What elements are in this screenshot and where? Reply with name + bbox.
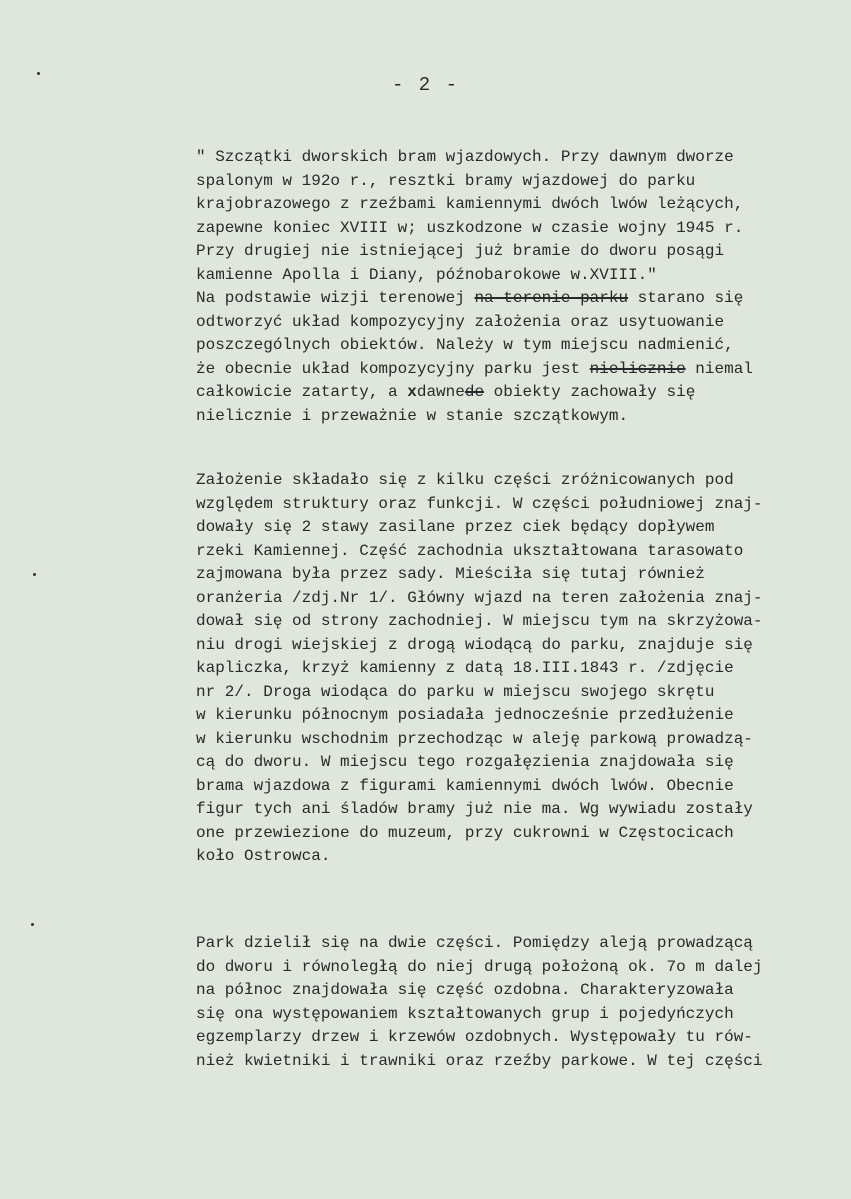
text-line xyxy=(196,1026,836,1050)
text-segment: krajobrazowego z rzeźbami kamiennymi dwóch lwów leżących, xyxy=(196,195,744,213)
text-segment: niu drogi wiejskiej z drogą wiodącą do parku, znajduje się xyxy=(196,635,753,654)
text-segment: egzemplarzy drzew i krzewów ozdobnych. Występowały tu rów- xyxy=(196,1028,753,1046)
text-line xyxy=(196,704,836,728)
text-line xyxy=(196,170,836,194)
text-segment: całkowicie zatarty, a xyxy=(196,383,408,401)
text-segment: obiekty zachowały się xyxy=(484,383,696,401)
text-segment: spalonym w 192o r., resztki bramy wjazdowej do parku xyxy=(196,171,696,190)
text-segment: Założenie składało się z kilku części zróżnicowanych pod xyxy=(196,471,734,489)
text-line xyxy=(196,728,836,752)
text-line xyxy=(196,634,836,658)
text-line xyxy=(196,381,836,405)
text-segment: dował się od strony zachodniej. W miejscu tym na skrzyżowa- xyxy=(196,612,763,630)
text-segment: Na podstawie wizji terenowej xyxy=(196,289,475,307)
text-segment: kapliczka, krzyż kamienny z datą 18.III.1843 r. /zdjęcie xyxy=(196,659,734,677)
text-line xyxy=(196,540,836,564)
text-segment: Park dzielił się na dwie części. Pomiędzy aleją prowadzącą xyxy=(196,934,753,952)
text-line xyxy=(196,822,836,846)
text-segment: się ona występowaniem kształtowanych grup i pojedyńczych xyxy=(196,1004,734,1023)
text-line xyxy=(196,469,836,493)
text-line xyxy=(196,587,836,611)
text-line xyxy=(196,610,836,634)
text-segment: Przy drugiej nie istniejącej już bramie do dworu posągi xyxy=(196,242,725,260)
text-segment: nież kwietniki i trawniki oraz rzeźby parkowe. W tej części xyxy=(196,1051,763,1070)
text-line xyxy=(196,845,836,869)
text-segment: nr 2/. Droga wiodąca do parku w miejscu swojego skrętu xyxy=(196,682,715,701)
struck-text: na terenie parku xyxy=(474,289,629,307)
text-line xyxy=(196,775,836,799)
text-line xyxy=(196,358,836,382)
text-segment: na północ znajdowała się część ozdobna. Charakteryzowała xyxy=(196,981,734,999)
text-segment: względem struktury oraz funkcji. W części południowej znaj- xyxy=(196,494,763,513)
text-line xyxy=(196,493,836,517)
text-line xyxy=(196,193,836,217)
text-line xyxy=(196,657,836,681)
correction-mark: x xyxy=(407,383,417,401)
text-line xyxy=(196,240,836,264)
text-segment: do dworu i równoległą do niej drugą położoną ok. 7o m dalej xyxy=(196,957,763,976)
text-segment: dowały się 2 stawy zasilane przez ciek będący dopływem xyxy=(196,518,715,536)
text-line xyxy=(196,1050,836,1074)
text-segment: one przewiezione do muzeum, przy cukrowni w Częstocicach xyxy=(196,823,734,842)
text-line xyxy=(196,751,836,775)
text-segment: niemal xyxy=(685,359,753,378)
text-line xyxy=(196,1003,836,1027)
text-line xyxy=(196,516,836,540)
text-segment: brama wjazdowa z figurami kamiennymi dwóch lwów. Obecnie xyxy=(196,776,734,795)
text-segment: kamienne Apolla i Diany, późnobarokowe w.XVIII." xyxy=(196,265,657,284)
text-line xyxy=(196,405,836,429)
text-line xyxy=(196,798,836,822)
text-segment: starano się xyxy=(628,289,744,307)
text-segment: w kierunku północnym posiadała jednocześnie przedłużenie xyxy=(196,706,734,724)
paragraph-layout xyxy=(196,469,836,869)
text-line xyxy=(196,264,836,288)
text-line xyxy=(196,681,836,705)
struck-text: de xyxy=(464,383,485,401)
text-line xyxy=(196,932,836,956)
text-line xyxy=(196,311,836,335)
text-line xyxy=(196,979,836,1003)
paragraph-park xyxy=(196,932,836,1073)
text-segment: że obecnie układ kompozycyjny parku jest xyxy=(196,359,590,378)
paragraph-quote xyxy=(196,146,836,428)
text-line xyxy=(196,956,836,980)
text-segment: cą do dworu. W miejscu tego rozgałęzienia znajdowała się xyxy=(196,753,734,771)
text-segment: oranżeria /zdj.Nr 1/. Główny wjazd na teren założenia znaj- xyxy=(196,588,763,607)
text-segment: figur tych ani śladów bramy już nie ma. Wg wywiadu zostały xyxy=(196,800,753,818)
text-segment: rzeki Kamiennej. Część zachodnia ukształtowana tarasowato xyxy=(196,541,744,560)
text-line xyxy=(196,217,836,241)
text-segment: dawne xyxy=(416,383,465,401)
text-segment: poszczególnych obiektów. Należy w tym miejscu nadmienić, xyxy=(196,336,734,354)
text-line xyxy=(196,334,836,358)
text-line xyxy=(196,563,836,587)
margin-dot-3 xyxy=(31,923,34,926)
text-segment: odtworzyć układ kompozycyjny założenia oraz usytuowanie xyxy=(196,312,725,331)
text-line xyxy=(196,146,836,170)
margin-dot-2 xyxy=(33,573,36,576)
page-number: - 2 - xyxy=(391,74,459,96)
text-segment: zapewne koniec XVIII w; uszkodzone w czasie wojny 1945 r. xyxy=(196,218,744,237)
text-segment: nielicznie i przeważnie w stanie szczątkowym. xyxy=(196,406,629,425)
text-segment: " Szczątki dworskich bram wjazdowych. Przy dawnym dworze xyxy=(196,148,734,166)
struck-text: nielicznie xyxy=(589,359,686,378)
text-segment: koło Ostrowca. xyxy=(196,847,331,865)
text-line xyxy=(196,287,836,311)
text-segment: w kierunku wschodnim przechodząc w aleję parkową prowadzą- xyxy=(196,729,753,748)
text-segment: zajmowana była przez sady. Mieściła się tutaj również xyxy=(196,565,705,583)
